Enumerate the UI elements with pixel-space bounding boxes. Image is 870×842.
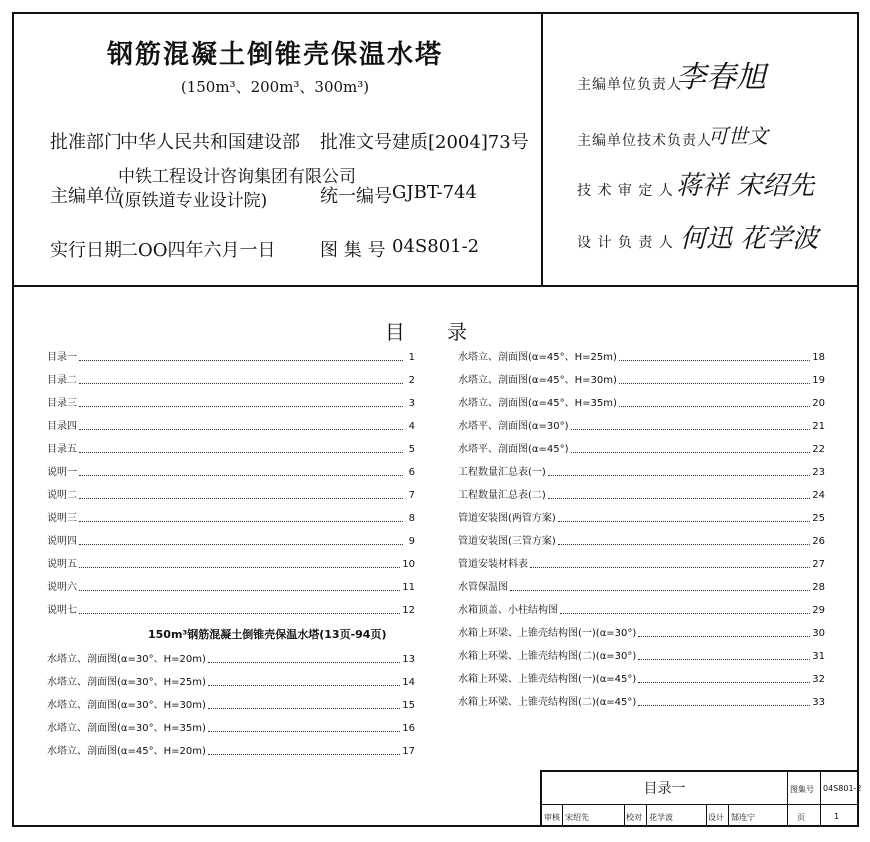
- header-divider: [12, 285, 859, 287]
- toc-leader-dots: [571, 429, 811, 430]
- toc-entry: [47, 580, 415, 594]
- toc-entry: [47, 698, 415, 712]
- toc-entry: [458, 419, 825, 433]
- toc-leader-dots: [79, 521, 403, 522]
- toc-leader-dots: [79, 544, 403, 545]
- toc-leader-dots: [619, 360, 810, 361]
- toc-entry: [47, 488, 415, 502]
- toc-entry-label: 水塔立、剖面图(α=30°、H=30m): [47, 700, 206, 711]
- toc-leader-dots: [638, 636, 810, 637]
- toc-leader-dots: [208, 662, 400, 663]
- toc-leader-dots: [79, 406, 403, 407]
- toc-entry-label: 说明七: [47, 605, 77, 616]
- toc-entry-page: 10: [402, 559, 415, 570]
- toc-entry: [458, 511, 825, 525]
- toc-entry: [47, 603, 415, 617]
- tech-reviewer-label: 技 术 审 定 人: [577, 183, 674, 199]
- toc-entry-page: 13: [402, 654, 415, 665]
- toc-entry-page: 9: [408, 536, 415, 547]
- design-head-label: 设 计 负 责 人: [577, 235, 674, 251]
- tb-review-name: 宋绍先: [565, 813, 589, 822]
- toc-entry-page: 3: [408, 398, 415, 409]
- toc-entry: [47, 419, 415, 433]
- toc-leader-dots: [208, 731, 400, 732]
- toc-entry-page: 6: [408, 467, 415, 478]
- toc-entry-label: 水塔立、剖面图(α=45°、H=20m): [47, 746, 206, 757]
- toc-entry-page: 28: [812, 582, 825, 593]
- toc-leader-dots: [208, 685, 400, 686]
- toc-entry-page: 30: [812, 628, 825, 639]
- toc-entry-label: 工程数量汇总表(二): [458, 490, 546, 501]
- toc-entry: [458, 373, 825, 387]
- toc-entry-label: 水塔立、剖面图(α=30°、H=20m): [47, 654, 206, 665]
- toc-entry-page: 8: [408, 513, 415, 524]
- toc-leader-dots: [619, 383, 810, 384]
- toc-leader-dots: [619, 406, 810, 407]
- toc-entry-page: 29: [812, 605, 825, 616]
- toc-leader-dots: [79, 613, 400, 614]
- toc-entry: [458, 557, 825, 571]
- toc-entry-label: 说明一: [47, 467, 77, 478]
- toc-entry-label: 目录四: [47, 421, 77, 432]
- toc-entry: [47, 465, 415, 479]
- toc-entry-label: 水塔立、剖面图(α=45°、H=30m): [458, 375, 617, 386]
- toc-entry-label: 水箱顶盖、小柱结构图: [458, 605, 558, 616]
- chief-unit-head-signature: 李春旭: [676, 60, 766, 95]
- toc-entry: [47, 350, 415, 364]
- toc-entry-label: 管道安装图(两管方案): [458, 513, 556, 524]
- editor-unit-line2: (原铁道专业设计院): [118, 191, 268, 211]
- toc-leader-dots: [530, 567, 810, 568]
- toc-leader-dots: [79, 590, 400, 591]
- toc-entry-page: 15: [402, 700, 415, 711]
- toc-entry-label: 目录二: [47, 375, 77, 386]
- toc-entry-label: 说明三: [47, 513, 77, 524]
- toc-entry-page: 21: [812, 421, 825, 432]
- document-subtitle: (150m³、200m³、300m³): [180, 78, 370, 96]
- toc-leader-dots: [79, 360, 403, 361]
- toc-entry-label: 说明四: [47, 536, 77, 547]
- toc-leader-dots: [79, 475, 403, 476]
- toc-entry-label: 管道安装图(三管方案): [458, 536, 556, 547]
- toc-leader-dots: [79, 498, 403, 499]
- tb-review-label: 审核: [544, 813, 560, 822]
- approval-dept: 中华人民共和国建设部: [120, 132, 300, 153]
- toc-entry-page: 33: [812, 697, 825, 708]
- toc-entry: [458, 465, 825, 479]
- document-title: 钢筋混凝土倒锥壳保温水塔: [106, 40, 443, 70]
- toc-leader-dots: [638, 705, 810, 706]
- tb-page-label: 页: [797, 813, 805, 822]
- toc-entry-page: 5: [408, 444, 415, 455]
- toc-entry-label: 说明五: [47, 559, 77, 570]
- toc-section-heading: 150m³钢筋混凝土倒锥壳保温水塔(13页-94页): [148, 628, 387, 641]
- toc-entry: [458, 442, 825, 456]
- toc-entry-page: 22: [812, 444, 825, 455]
- atlas-no: 04S801-2: [392, 236, 480, 257]
- toc-entry-page: 27: [812, 559, 825, 570]
- toc-leader-dots: [558, 544, 810, 545]
- toc-leader-dots: [638, 659, 810, 660]
- toc-entry: [47, 396, 415, 410]
- toc-leader-dots: [79, 567, 400, 568]
- toc-entry-label: 目录一: [47, 352, 77, 363]
- tb-check-name: 花学波: [649, 813, 673, 822]
- toc-entry-label: 水塔立、剖面图(α=45°、H=25m): [458, 352, 617, 363]
- toc-entry-page: 23: [812, 467, 825, 478]
- header-vertical-divider: [541, 12, 543, 286]
- toc-entry-page: 19: [812, 375, 825, 386]
- toc-leader-dots: [571, 452, 811, 453]
- tb-check-label: 校对: [626, 813, 642, 822]
- toc-entry-page: 4: [408, 421, 415, 432]
- toc-entry-page: 20: [812, 398, 825, 409]
- chief-unit-head-label: 主编单位负责人: [577, 77, 682, 93]
- toc-entry-label: 水箱上环梁、上锥壳结构图(二)(α=45°): [458, 697, 637, 708]
- toc-entry-page: 31: [812, 651, 825, 662]
- toc-entry-page: 18: [812, 352, 825, 363]
- toc-entry-label: 目录五: [47, 444, 77, 455]
- effective-date-label: 实行日期: [50, 240, 122, 261]
- toc-entry: [458, 534, 825, 548]
- toc-leader-dots: [638, 682, 810, 683]
- toc-title: 目 录: [384, 320, 486, 344]
- toc-leader-dots: [560, 613, 810, 614]
- chief-tech-head-signature: 可世文: [708, 124, 768, 148]
- toc-leader-dots: [208, 754, 400, 755]
- toc-entry-label: 水箱上环梁、上锥壳结构图(二)(α=30°): [458, 651, 637, 662]
- tb-atlas-no: 04S801-2: [823, 784, 862, 793]
- toc-entry: [458, 626, 825, 640]
- toc-leader-dots: [79, 383, 403, 384]
- toc-entry-page: 24: [812, 490, 825, 501]
- toc-leader-dots: [558, 521, 810, 522]
- toc-entry: [47, 721, 415, 735]
- toc-entry-label: 水箱上环梁、上锥壳结构图(一)(α=45°): [458, 674, 637, 685]
- toc-entry-page: 7: [408, 490, 415, 501]
- editor-unit-label: 主编单位: [50, 186, 122, 207]
- toc-entry-label: 管道安装材料表: [458, 559, 528, 570]
- toc-entry-page: 12: [402, 605, 415, 616]
- toc-entry-label: 水塔平、剖面图(α=30°): [458, 421, 569, 432]
- toc-entry: [47, 442, 415, 456]
- atlas-no-label: 图 集 号: [320, 240, 386, 261]
- sheet-name: 目录一: [643, 781, 686, 797]
- unified-no: GJBT-744: [392, 182, 477, 203]
- effective-date: 二OO四年六月一日: [120, 240, 276, 261]
- toc-entry-page: 17: [402, 746, 415, 757]
- toc-entry-label: 目录三: [47, 398, 77, 409]
- toc-entry: [47, 511, 415, 525]
- toc-entry-label: 说明二: [47, 490, 77, 501]
- toc-leader-dots: [510, 590, 810, 591]
- toc-entry: [458, 672, 825, 686]
- toc-entry-page: 32: [812, 674, 825, 685]
- tech-reviewer-signature: 蒋祥 宋绍先: [676, 171, 815, 201]
- toc-entry-label: 工程数量汇总表(一): [458, 467, 546, 478]
- approval-doc-label: 批准文号: [320, 132, 392, 153]
- toc-leader-dots: [79, 429, 403, 430]
- tb-page-no: 1: [834, 812, 840, 821]
- toc-entry: [458, 350, 825, 364]
- approval-dept-label: 批准部门: [50, 132, 122, 153]
- toc-entry: [458, 649, 825, 663]
- toc-entry: [47, 373, 415, 387]
- unified-no-label: 统一编号: [320, 186, 392, 207]
- toc-entry-page: 11: [402, 582, 415, 593]
- editor-unit-line1: 中铁工程设计咨询集团有限公司: [118, 167, 356, 187]
- toc-entry-label: 水塔立、剖面图(α=30°、H=35m): [47, 723, 206, 734]
- toc-entry: [458, 580, 825, 594]
- toc-entry: [47, 534, 415, 548]
- tb-design-name: 郜连宁: [731, 813, 755, 822]
- toc-leader-dots: [548, 475, 810, 476]
- toc-leader-dots: [548, 498, 810, 499]
- approval-doc: 建质[2004]73号: [392, 132, 529, 153]
- toc-entry-label: 水塔平、剖面图(α=45°): [458, 444, 569, 455]
- toc-entry: [458, 603, 825, 617]
- toc-leader-dots: [79, 452, 403, 453]
- toc-entry-page: 14: [402, 677, 415, 688]
- toc-entry-page: 26: [812, 536, 825, 547]
- title-block: [540, 770, 862, 827]
- toc-entry-label: 水塔立、剖面图(α=30°、H=25m): [47, 677, 206, 688]
- toc-entry: [47, 652, 415, 666]
- toc-entry-label: 水塔立、剖面图(α=45°、H=35m): [458, 398, 617, 409]
- toc-leader-dots: [208, 708, 400, 709]
- design-head-signature: 何迅 花学波: [680, 224, 819, 254]
- toc-entry: [458, 488, 825, 502]
- toc-entry-label: 水箱上环梁、上锥壳结构图(一)(α=30°): [458, 628, 637, 639]
- toc-entry-page: 2: [408, 375, 415, 386]
- toc-entry-label: 说明六: [47, 582, 77, 593]
- toc-entry: [47, 675, 415, 689]
- toc-entry: [458, 695, 825, 709]
- toc-entry-page: 16: [402, 723, 415, 734]
- toc-entry: [458, 396, 825, 410]
- toc-entry: [47, 744, 415, 758]
- toc-entry-page: 1: [408, 352, 415, 363]
- toc-entry-label: 水管保温图: [458, 582, 508, 593]
- toc-entry: [47, 557, 415, 571]
- tb-atlas-no-label: 图集号: [790, 785, 814, 794]
- toc-entry-page: 25: [812, 513, 825, 524]
- chief-tech-head-label: 主编单位技术负责人: [577, 133, 712, 149]
- tb-design-label: 设计: [708, 813, 724, 822]
